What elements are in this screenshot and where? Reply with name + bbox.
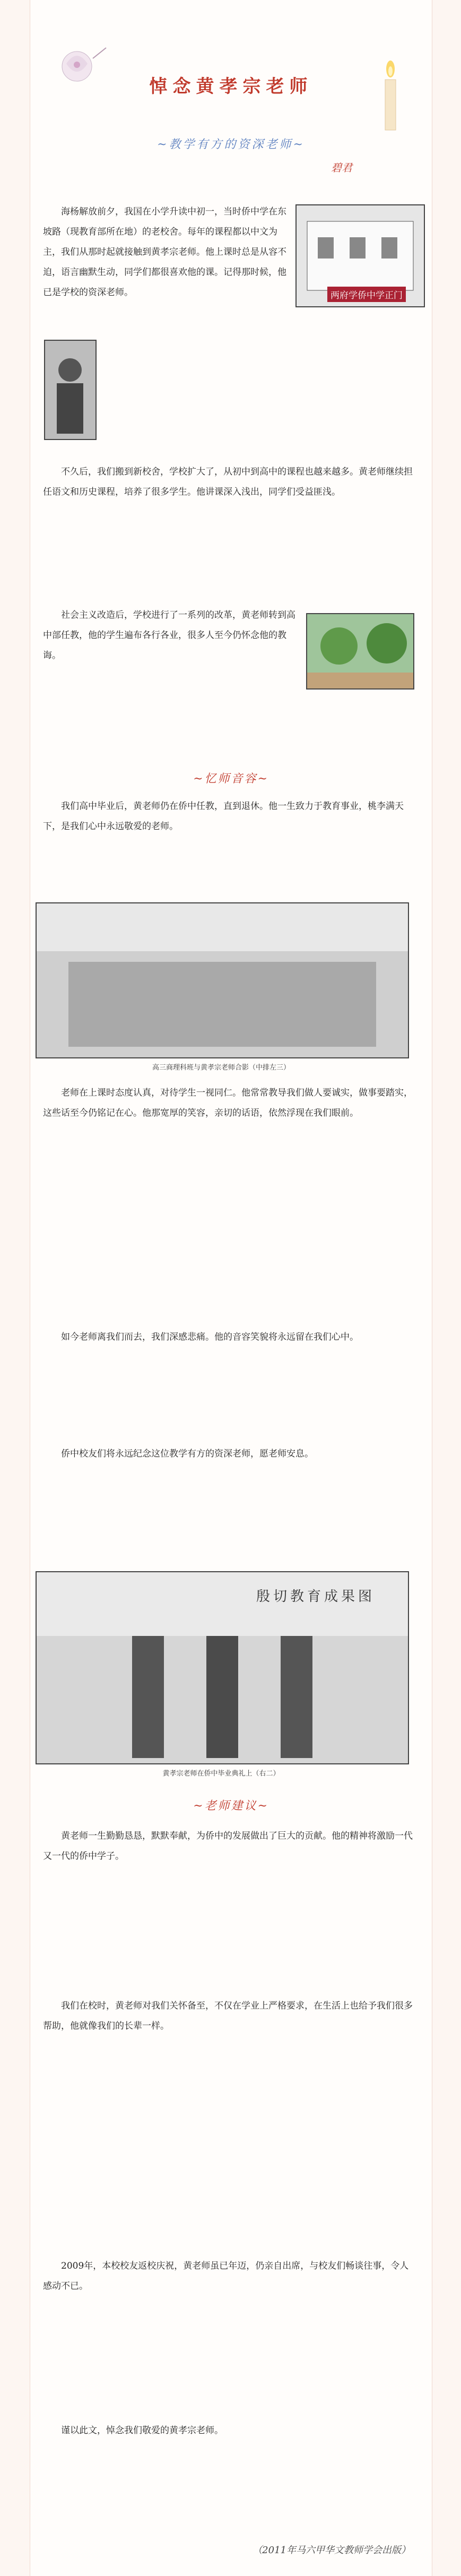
publication-footer: （2011年马六甲华文教师学会出版）: [253, 2545, 411, 2556]
paragraph-10: [43, 2256, 414, 2302]
paragraph-3: [43, 605, 298, 671]
ceremony-photo-caption: 黄孝宗老师在侨中毕业典礼上（右二）: [162, 1770, 280, 1778]
section-heading-memory: ~忆师音容~: [193, 772, 269, 786]
para-7: 侨中校友们将永远纪念这位教学有方的资深老师，愿老师安息。: [61, 1449, 314, 1459]
paragraph-9: [43, 1996, 414, 2041]
para-5: 老师在上课时态度认真，对待学生一视同仁。他常常教导我们做人要诚实，做事要踏实，这些话至今仍铭记在心。他那宽厚的笑容，亲切的话语，依然浮现在我们眼前。: [43, 1088, 413, 1118]
page: [30, 0, 432, 2576]
para-4: 我们高中毕业后，黄老师仍在侨中任教，直到退休。他一生致力于教育事业，桃李满天下，是我们心中永远敬爱的老师。: [43, 801, 404, 832]
section-heading-tribute: ~老师建议~: [193, 1799, 269, 1813]
ceremony-banner: 殷切教育成果图: [256, 1589, 376, 1605]
paragraph-4: [43, 796, 414, 842]
para-9: 我们在校时，黄老师对我们关怀备至，不仅在学业上严格要求，在生活上也给予我们很多帮助，他就像我们的长辈一样。: [43, 2001, 413, 2031]
class-group-photo: [36, 902, 409, 1058]
paragraph-2: [43, 462, 414, 507]
paragraph-11: [43, 2420, 414, 2446]
header: [30, 0, 432, 138]
landscape-photo: [306, 613, 414, 690]
page-title: 悼念黄孝宗老师: [149, 76, 313, 97]
para-11: 谨以此文，悼念我们敬爱的黄孝宗老师。: [61, 2425, 223, 2436]
paragraph-1: [43, 202, 287, 308]
page-subtitle: ~教学有方的资深老师~: [157, 138, 305, 151]
author-name: 碧君: [331, 161, 352, 174]
para-3: 社会主义改造后，学校进行了一系列的改革，黄老师转到高中部任教，他的学生遍布各行各业，很多人至今仍怀念他的教诲。: [43, 610, 295, 661]
para-10: 2009年，本校校友返校庆祝，黄老师虽已年迈，仍亲自出席，与校友们畅谈往事，令人感动不已。: [43, 2261, 409, 2291]
para-8: 黄老师一生勤勤恳恳，默默奉献，为侨中的发展做出了巨大的贡献。他的精神将激励一代又一代的侨中学子。: [43, 1831, 413, 1862]
paragraph-6: [43, 1327, 414, 1352]
school-gate-label: 两府学侨中学正门: [327, 287, 406, 302]
para-1: 海杨解放前夕，我国在小学升读中初一，当时侨中学在东坡路（现教育部所在地）的老校舍。每年的课程都以中文为主，我们从那时起就接触到黄孝宗老师。他上课时总是从容不迫，语言幽默生动，同学们都很喜欢他的课。记得那时候，他已是学校的资深老师。: [43, 206, 286, 298]
paragraph-5: [43, 1083, 414, 1128]
teacher-portrait-photo: [44, 340, 97, 440]
paragraph-8: [43, 1826, 414, 1872]
class-photo-caption: 高三商理科班与黄孝宗老师合影（中排左三）: [152, 1064, 290, 1072]
para-6: 如今老师离我们而去，我们深感悲痛。他的音容笑貌将永远留在我们心中。: [61, 1332, 359, 1342]
para-2: 不久后，我们搬到新校舍，学校扩大了，从初中到高中的课程也越来越多。黄老师继续担任语文和历史课程，培养了很多学生。他讲课深入浅出，同学们受益匪浅。: [43, 467, 413, 497]
paragraph-7: [43, 1444, 414, 1469]
